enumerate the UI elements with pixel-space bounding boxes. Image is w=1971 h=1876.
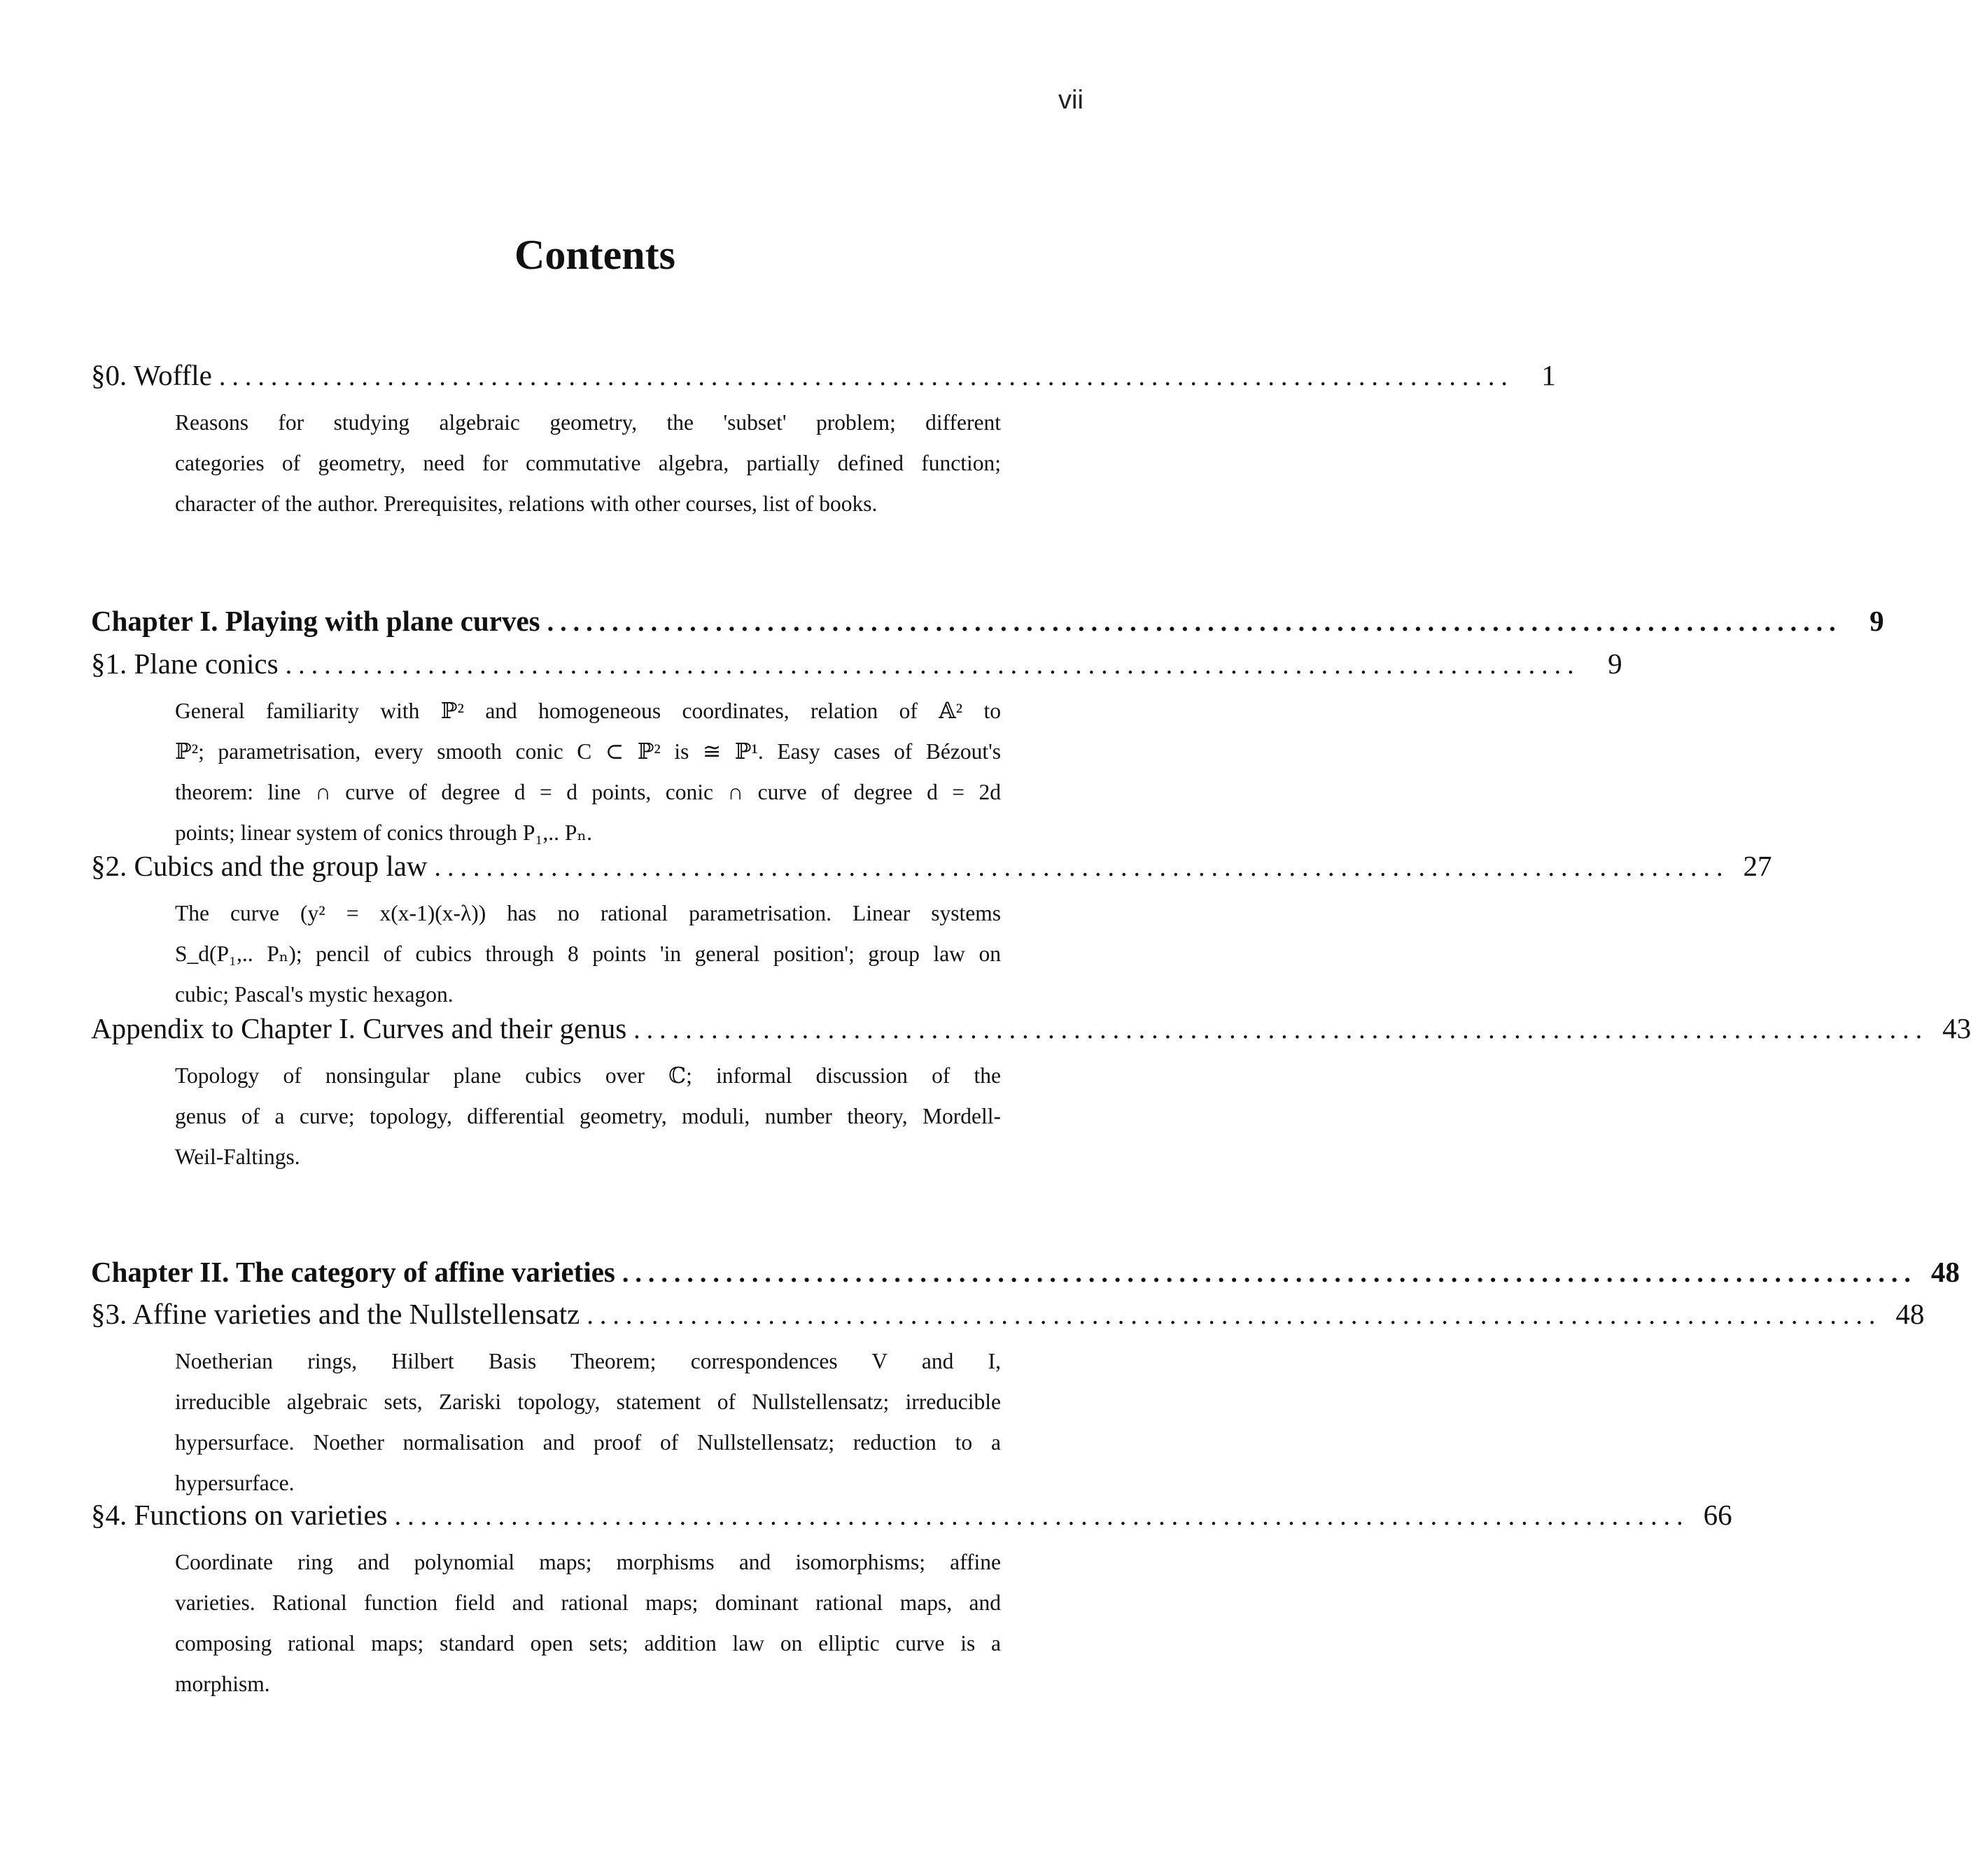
toc-entry-plane-conics[interactable] — [91, 647, 1622, 680]
description-line: Topology of nonsingular plane cubics over ℂ; informal discussion of the — [175, 1063, 1001, 1088]
entry-page-number: 48 — [1930, 1256, 1960, 1288]
page-number: vii — [1058, 85, 1083, 115]
toc-entry-chapter-2[interactable] — [91, 1255, 1960, 1289]
toc-entry-appendix-chapter-1[interactable] — [91, 1011, 1971, 1045]
description-line: morphism. — [175, 1672, 270, 1696]
entry-description — [175, 1341, 1001, 1504]
description-line: varieties. Rational function field and rational maps; dominant rational maps, and — [175, 1590, 1001, 1615]
entry-title: §4. Functions on varieties — [91, 1499, 388, 1531]
entry-title: Chapter I. Playing with plane curves — [91, 605, 540, 637]
description-line: Noetherian rings, Hilbert Basis Theorem; correspondences V and I, — [175, 1349, 1001, 1373]
description-line: points; linear system of conics through P₁,.. Pₙ. — [175, 820, 592, 845]
description-line: General familiarity with ℙ² and homogeneous coordinates, relation of 𝔸² to — [175, 699, 1001, 723]
toc-entry-affine-varieties[interactable] — [91, 1297, 1925, 1331]
entry-title: §3. Affine varieties and the Nullstellensatz — [91, 1298, 580, 1330]
page-title: Contents — [514, 232, 675, 278]
description-line: irreducible algebraic sets, Zariski topology, statement of Nullstellensatz; irreducible — [175, 1390, 1001, 1414]
entry-title: Chapter II. The category of affine varieties — [91, 1256, 615, 1288]
leader-dots: .................................................................................................... — [547, 608, 1842, 637]
entry-title: §2. Cubics and the group law — [91, 850, 428, 882]
entry-description — [175, 893, 1001, 1015]
toc-entry-woffle[interactable] — [91, 358, 1556, 392]
description-line: ℙ²; parametrisation, every smooth conic C ⊂ ℙ² is ≅ ℙ¹. Easy cases of Bézout's — [175, 739, 1001, 764]
entry-description — [175, 402, 1001, 524]
description-line: Weil-Faltings. — [175, 1144, 300, 1169]
description-line: The curve (y² = x(x-1)(x-λ)) has no rational parametrisation. Linear systems — [175, 901, 1001, 925]
description-line: character of the author. Prerequisites, relations with other courses, list of books. — [175, 491, 878, 516]
description-line: S_d(P₁,.. Pₙ); pencil of cubics through 8 points 'in general position'; group law on — [175, 941, 1001, 966]
entry-description — [175, 691, 1001, 853]
leader-dots: .................................................................................................... — [633, 1015, 1929, 1044]
entry-title: §0. Woffle — [91, 359, 212, 391]
entry-page-number: 27 — [1743, 850, 1772, 882]
entry-description — [175, 1056, 1001, 1177]
entry-page-number: 48 — [1895, 1298, 1925, 1330]
entry-page-number: 43 — [1942, 1012, 1971, 1044]
description-line: Coordinate ring and polynomial maps; morphisms and isomorphisms; affine — [175, 1550, 1001, 1574]
entry-page-number: 66 — [1703, 1499, 1732, 1531]
description-line: genus of a curve; topology, differential geometry, moduli, number theory, Mordell- — [175, 1104, 1001, 1128]
entry-title: Appendix to Chapter I. Curves and their genus — [91, 1012, 627, 1044]
entry-description — [175, 1542, 1001, 1704]
leader-dots: .................................................................................................... — [218, 362, 1514, 391]
description-line: hypersurface. — [175, 1471, 295, 1495]
description-line: hypersurface. Noether normalisation and proof of Nullstellensatz; reduction to a — [175, 1430, 1001, 1455]
description-line: theorem: line ∩ curve of degree d = d points, conic ∩ curve of degree d = 2d — [175, 780, 1001, 804]
entry-page-number: 1 — [1541, 359, 1556, 391]
description-line: cubic; Pascal's mystic hexagon. — [175, 982, 454, 1007]
toc-entry-chapter-1[interactable] — [91, 604, 1884, 638]
toc-entry-cubics-group-law[interactable] — [91, 849, 1772, 883]
toc-entry-functions-on-varieties[interactable] — [91, 1498, 1732, 1532]
description-line: Reasons for studying algebraic geometry, the 'subset' problem; different — [175, 410, 1001, 435]
leader-dots: .................................................................................................... — [622, 1259, 1917, 1288]
leader-dots: .................................................................................................... — [285, 650, 1580, 680]
description-line: composing rational maps; standard open sets; addition law on elliptic curve is a — [175, 1631, 1001, 1656]
leader-dots: .................................................................................................... — [434, 853, 1730, 882]
leader-dots: .................................................................................................... — [394, 1502, 1690, 1531]
entry-title: §1. Plane conics — [91, 648, 279, 680]
description-line: categories of geometry, need for commutative algebra, partially defined function; — [175, 451, 1001, 475]
leader-dots: .................................................................................................... — [587, 1301, 1882, 1330]
entry-page-number: 9 — [1870, 605, 1884, 637]
entry-page-number: 9 — [1608, 648, 1622, 680]
